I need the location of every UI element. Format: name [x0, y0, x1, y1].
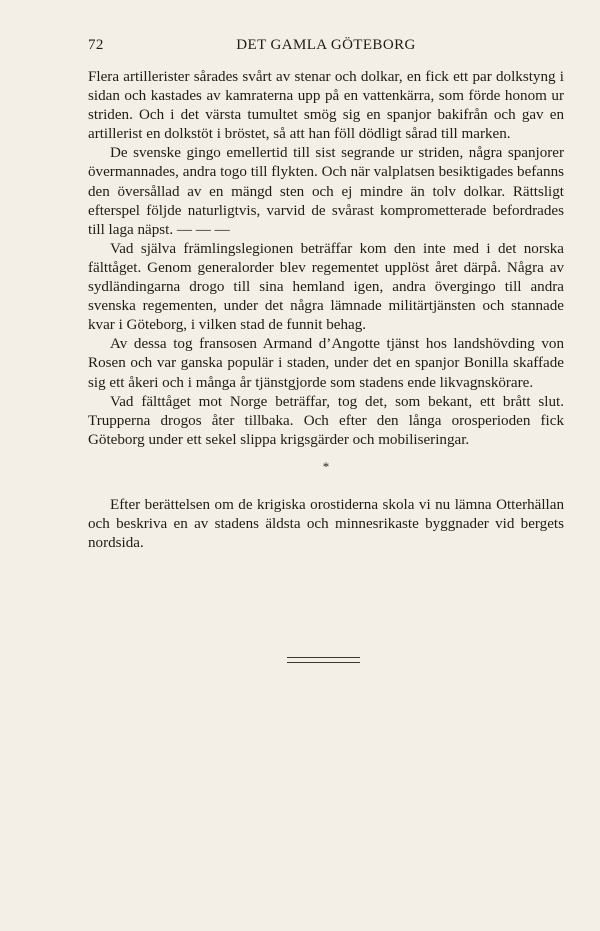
page-header — [88, 37, 564, 57]
paragraph: De svenske gingo emellertid till sist segrande ur striden, några spanjorer övermannades, andra togo till flykten. Och när valplatsen besiktigades befanns den översållad av en mängd sten och ej mindre än tolv dolkar. Rättsligt efterspel följde naturligtvis, varvid de svårast komprometterade befordrades till laga näpst. — — — — [88, 145, 564, 238]
paragraph: Flera artillerister sårades svårt av stenar och dolkar, en fick ett par dolkstyng i sidan och kastades av kamraterna upp på en vattenkärra, som förde honom ur striden. Och i det värsta tumultet smög sig en spanjor bakifrån och gav en artillerist en dolkstöt i bröstet, så att han föll dödligt sårad till marken. — [88, 69, 564, 143]
paragraph: Av dessa tog fransosen Armand d’Angotte tjänst hos landshövding von Rosen och var ganska populär i staden, under det en spanjor Bonilla skaffade sig ett åkeri och i många år tjänstgjorde som stadens ende likvagnskörare. — [88, 336, 564, 391]
running-title: DET GAMLA GÖTEBORG — [236, 37, 416, 53]
paragraph: Vad själva främlingslegionen beträffar kom den inte med i det norska fälttåget. Genom generalorder blev regementet upplöst året därpå. Några av sydländingarna drogo till sina hemland igen, andra övergingo till andra svenska regementen, under det några lämnade militärtjänsten och stannade kvar i Göteborg, i vilken stad de funnit behag. — [88, 240, 564, 334]
section-separator: * — [322, 458, 330, 474]
closing-paragraph: Efter berättelsen om de krigiska orostiderna skola vi nu lämna Otterhällan och beskriva en av stadens äldsta och minnesrikaste byggnader vid bergets nordsida. — [88, 496, 564, 552]
end-rule-line — [287, 662, 360, 663]
end-rule-line — [287, 657, 360, 658]
paragraph: Vad fälttåget mot Norge beträffar, tog det, som bekant, ett brått slut. Trupperna drogos åter tillbaka. Och efter den långa orosperioden fick Göteborg under ett sekel slippa krigsgärder och mobiliseringar. — [88, 393, 564, 448]
body-text — [88, 68, 564, 553]
end-rule — [287, 657, 360, 664]
page-number: 72 — [88, 37, 104, 53]
